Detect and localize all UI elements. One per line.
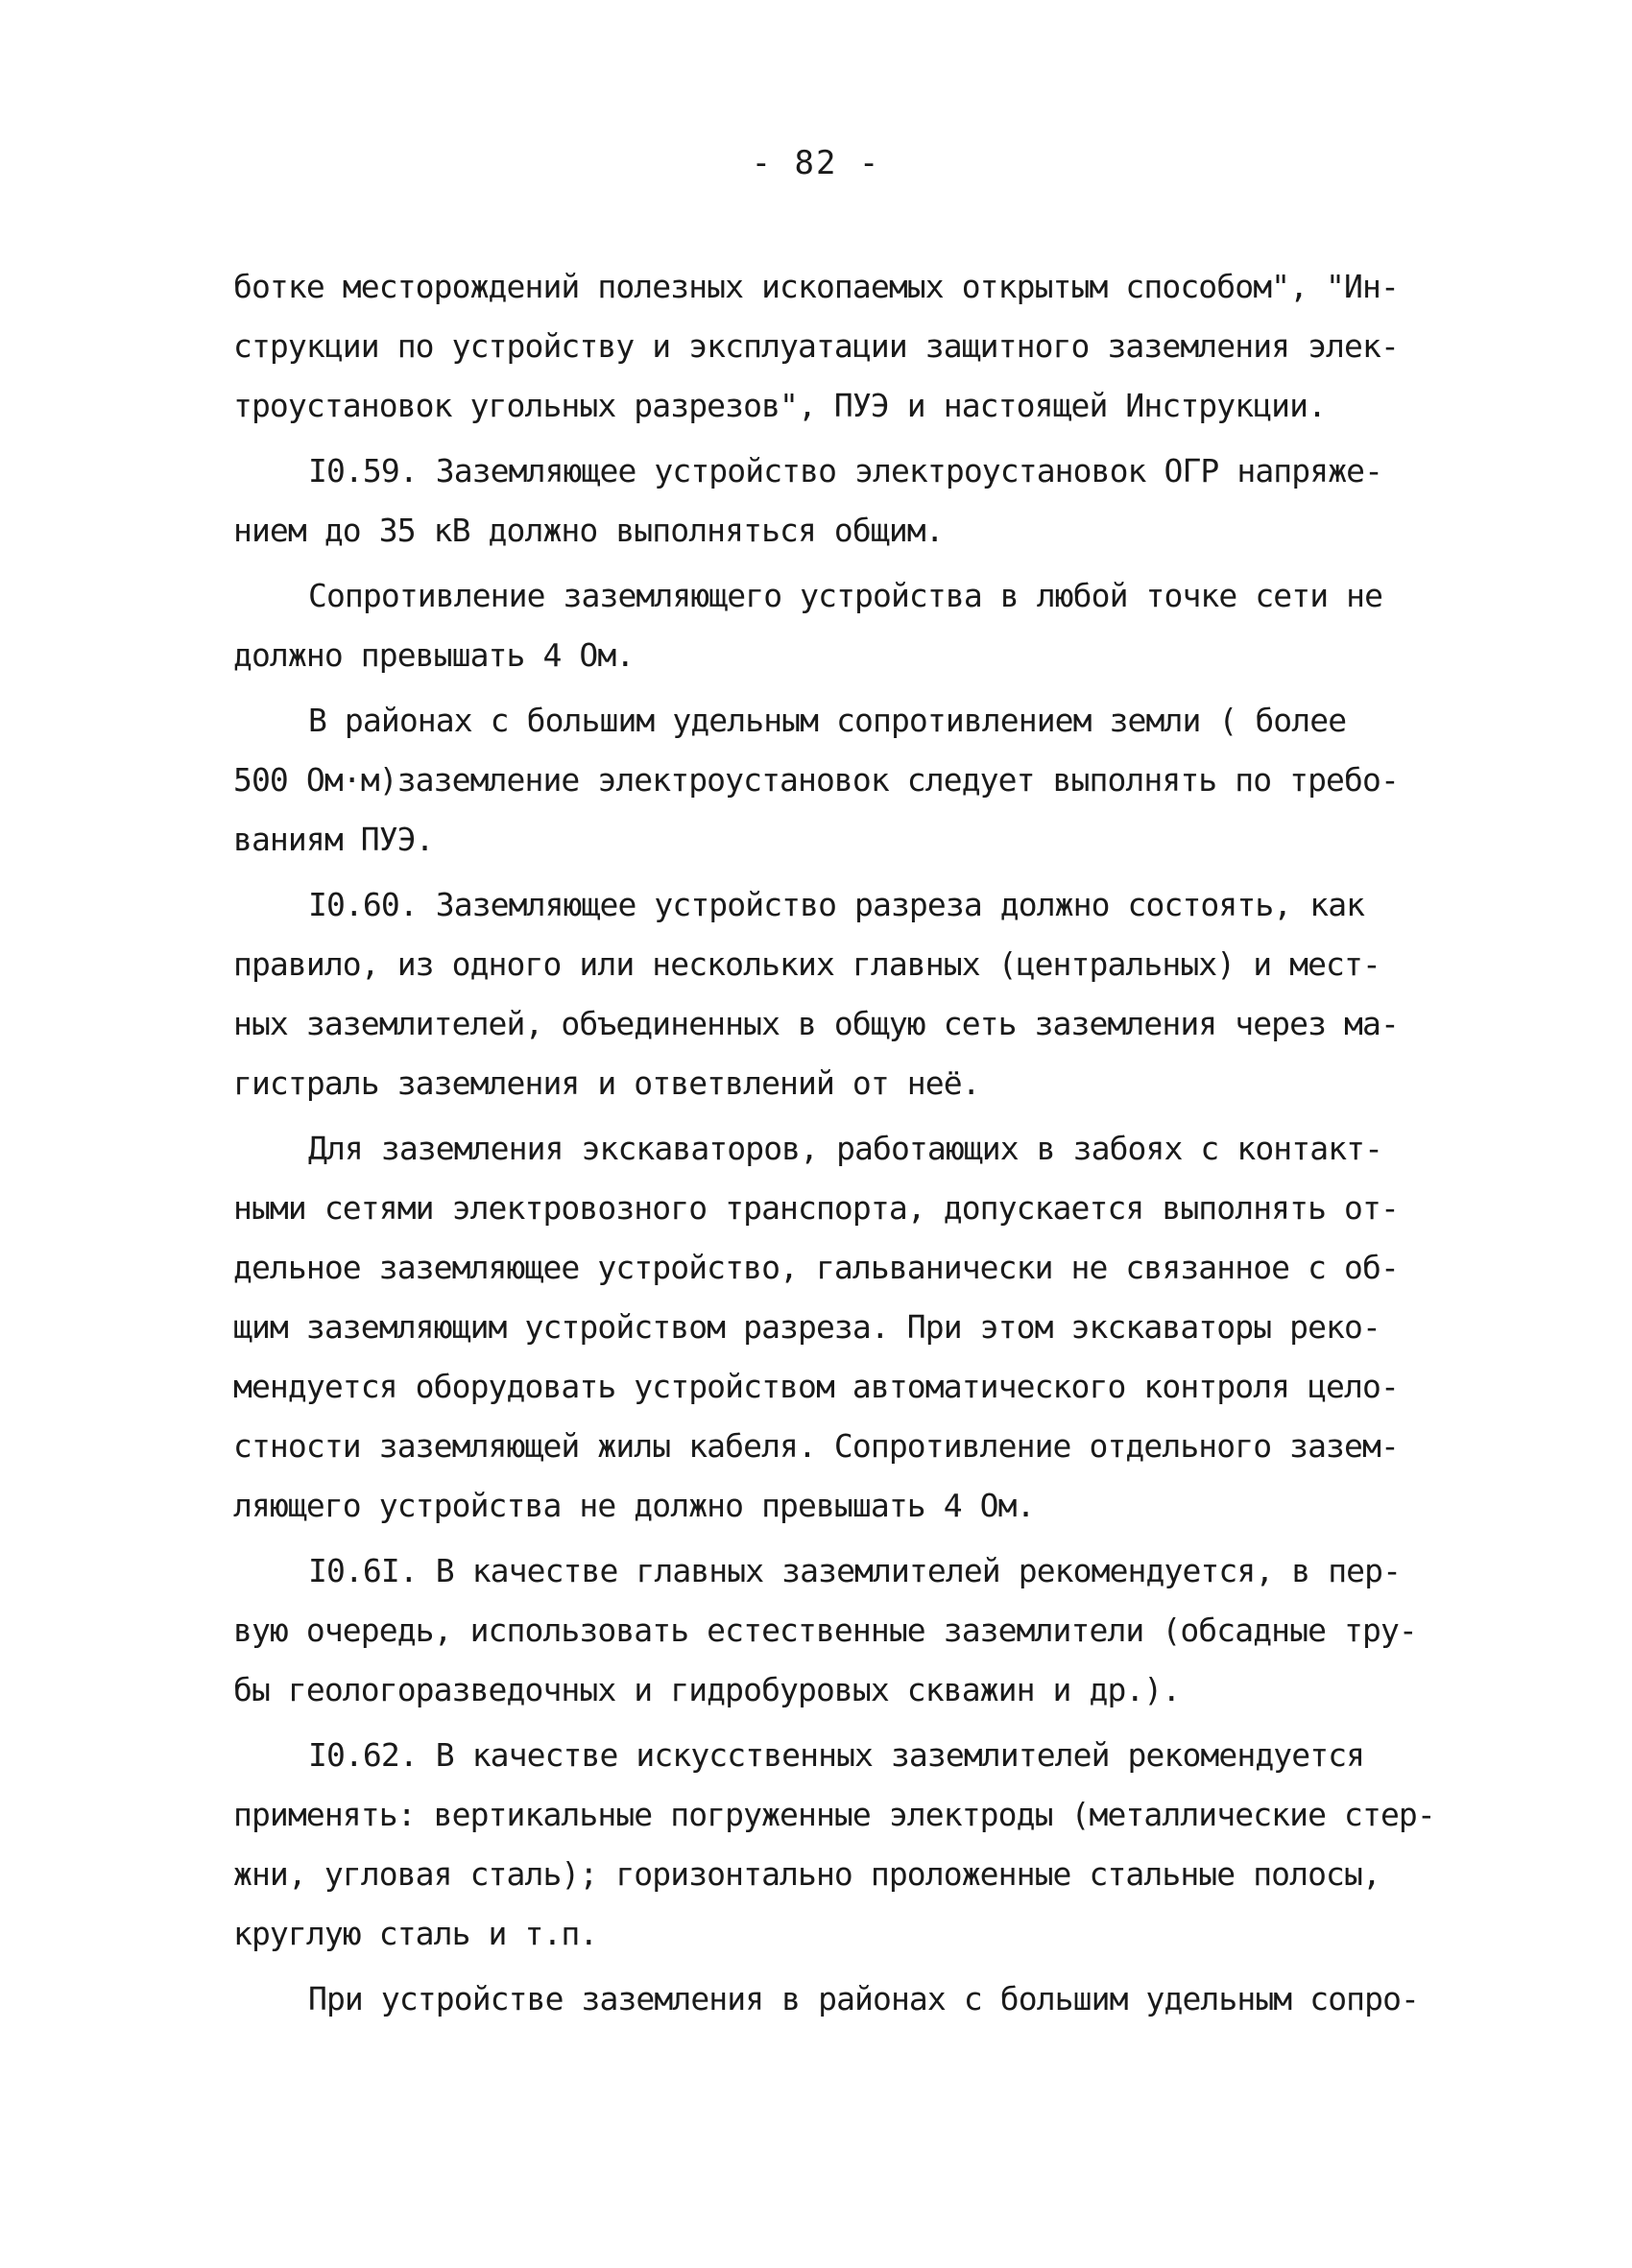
text-line: 500 Ом·м)заземление электроустановок следует выполнять по требо-	[233, 761, 1399, 799]
text-line: жни, угловая сталь); горизонтально проложенные стальные полосы,	[233, 1855, 1380, 1893]
text-line: стности заземляющей жилы кабеля. Сопротивление отдельного зазем-	[233, 1427, 1399, 1465]
text-line: гистраль заземления и ответвлений от неё.	[233, 1064, 980, 1102]
text-line: бы геологоразведочных и гидробуровых скважин и др.).	[233, 1671, 1181, 1708]
text-line: ных заземлителей, объединенных в общую сеть заземления через ма-	[233, 1005, 1399, 1042]
text-line: нием до 35 кВ должно выполняться общим.	[233, 512, 944, 549]
text-line: дельное заземляющее устройство, гальванически не связанное с об-	[233, 1249, 1399, 1286]
paragraph-10-62	[233, 1726, 1435, 1964]
document-body	[233, 257, 1435, 2029]
text-line: троустановок угольных разрезов", ПУЭ и настоящей Инструкции.	[233, 387, 1327, 424]
paragraph-10-61	[233, 1541, 1417, 1720]
text-line: мендуется оборудовать устройством автоматического контроля цело-	[233, 1368, 1399, 1405]
paragraph-high-resistivity	[233, 691, 1414, 870]
text-line: I0.62. В качестве искусственных заземлителей рекомендуется	[308, 1736, 1365, 1774]
text-line: вую очередь, использовать естественные заземлители (обсадные тру-	[233, 1611, 1417, 1649]
page-number: - 82 -	[751, 144, 881, 182]
text-line: Для заземления экскаваторов, работающих в забоях с контакт-	[308, 1130, 1383, 1167]
text-line: ляющего устройства не должно превышать 4 Ом.	[233, 1487, 1035, 1524]
paragraph-final	[233, 1970, 1420, 2029]
text-line: ными сетями электровозного транспорта, допускается выполнять от-	[233, 1189, 1399, 1227]
text-line: правило, из одного или нескольких главных (центральных) и мест-	[233, 945, 1380, 983]
text-line: ботке месторождений полезных ископаемых открытым способом", "Ин-	[233, 268, 1399, 305]
text-line: I0.60. Заземляющее устройство разреза должно состоять, как	[308, 886, 1365, 923]
text-line: применять: вертикальные погруженные электроды (металлические стер-	[233, 1796, 1435, 1833]
paragraph-continuation	[233, 257, 1414, 436]
paragraph-excavators	[233, 1119, 1414, 1536]
paragraph-10-59	[233, 442, 1414, 561]
text-line: должно превышать 4 Ом.	[233, 636, 635, 674]
paragraph-resistance	[233, 566, 1414, 685]
text-line: струкции по устройству и эксплуатации защитного заземления элек-	[233, 327, 1399, 365]
text-line: При устройстве заземления в районах с большим удельным сопро-	[308, 1980, 1420, 2017]
text-line: В районах с большим удельным сопротивлением земли ( более	[308, 702, 1347, 739]
text-line: ваниям ПУЭ.	[233, 821, 434, 858]
text-line: I0.59. Заземляющее устройство электроустановок ОГР напряже-	[308, 452, 1383, 489]
text-line: Сопротивление заземляющего устройства в любой точке сети не	[308, 577, 1383, 614]
paragraph-10-60	[233, 875, 1414, 1113]
text-line: круглую сталь и т.п.	[233, 1915, 598, 1952]
text-line: щим заземляющим устройством разреза. При этом экскаваторы реко-	[233, 1308, 1380, 1346]
text-line: I0.6I. В качестве главных заземлителей рекомендуется, в пер-	[308, 1552, 1402, 1589]
